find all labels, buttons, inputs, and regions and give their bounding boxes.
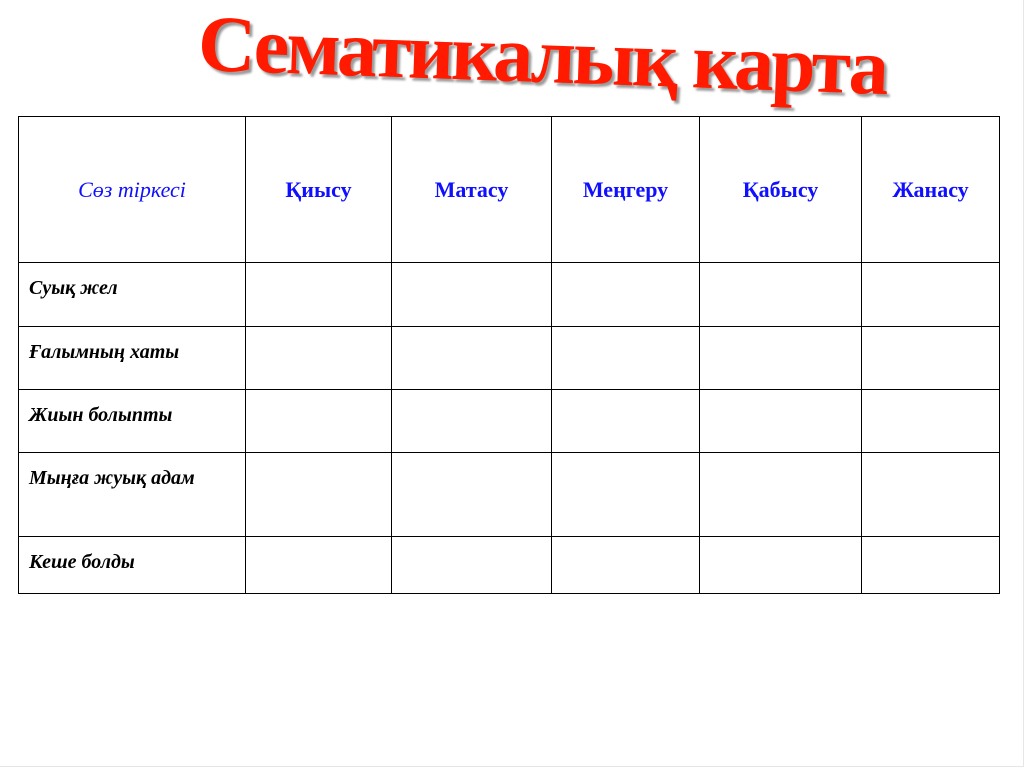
table-cell [246,263,392,327]
table-cell [552,453,700,537]
table-row [19,327,1000,390]
header-cell-kabysu: Қабысу [700,117,862,263]
table-cell [552,263,700,327]
header-cell-mengeru: Меңгеру [552,117,700,263]
table-cell [392,537,552,594]
header-cell-phrase: Сөз тіркесі [19,117,246,263]
table-cell [246,390,392,453]
table-cell [246,327,392,390]
table-cell [862,453,1000,537]
row-label: Жиын болыпты [19,390,246,453]
table-cell [392,453,552,537]
table-row [19,453,1000,537]
table-cell [700,390,862,453]
table-cell [246,537,392,594]
table-cell [700,327,862,390]
table-cell [392,390,552,453]
table-row [19,537,1000,594]
table-cell [862,263,1000,327]
table-cell [552,537,700,594]
row-label: Ғалымның хаты [19,327,246,390]
row-label: Суық жел [19,263,246,327]
header-row [19,117,1000,263]
table-cell [862,390,1000,453]
table-row [19,263,1000,327]
table-cell [862,327,1000,390]
table-cell [552,327,700,390]
header-cell-kiysu: Қиысу [246,117,392,263]
table-cell [552,390,700,453]
table-cell [700,263,862,327]
table-cell [700,453,862,537]
semantic-map-table [18,116,1000,594]
table-cell [246,453,392,537]
header-cell-matasu: Матасу [392,117,552,263]
row-label: Кеше болды [19,537,246,594]
table-cell [862,537,1000,594]
table-cell [700,537,862,594]
slide-title: Сематикалық карта [196,0,888,112]
table-cell [392,263,552,327]
table-row [19,390,1000,453]
table-cell [392,327,552,390]
header-cell-zhanasu: Жанасу [862,117,1000,263]
row-label: Мыңға жуық адам [19,453,246,537]
